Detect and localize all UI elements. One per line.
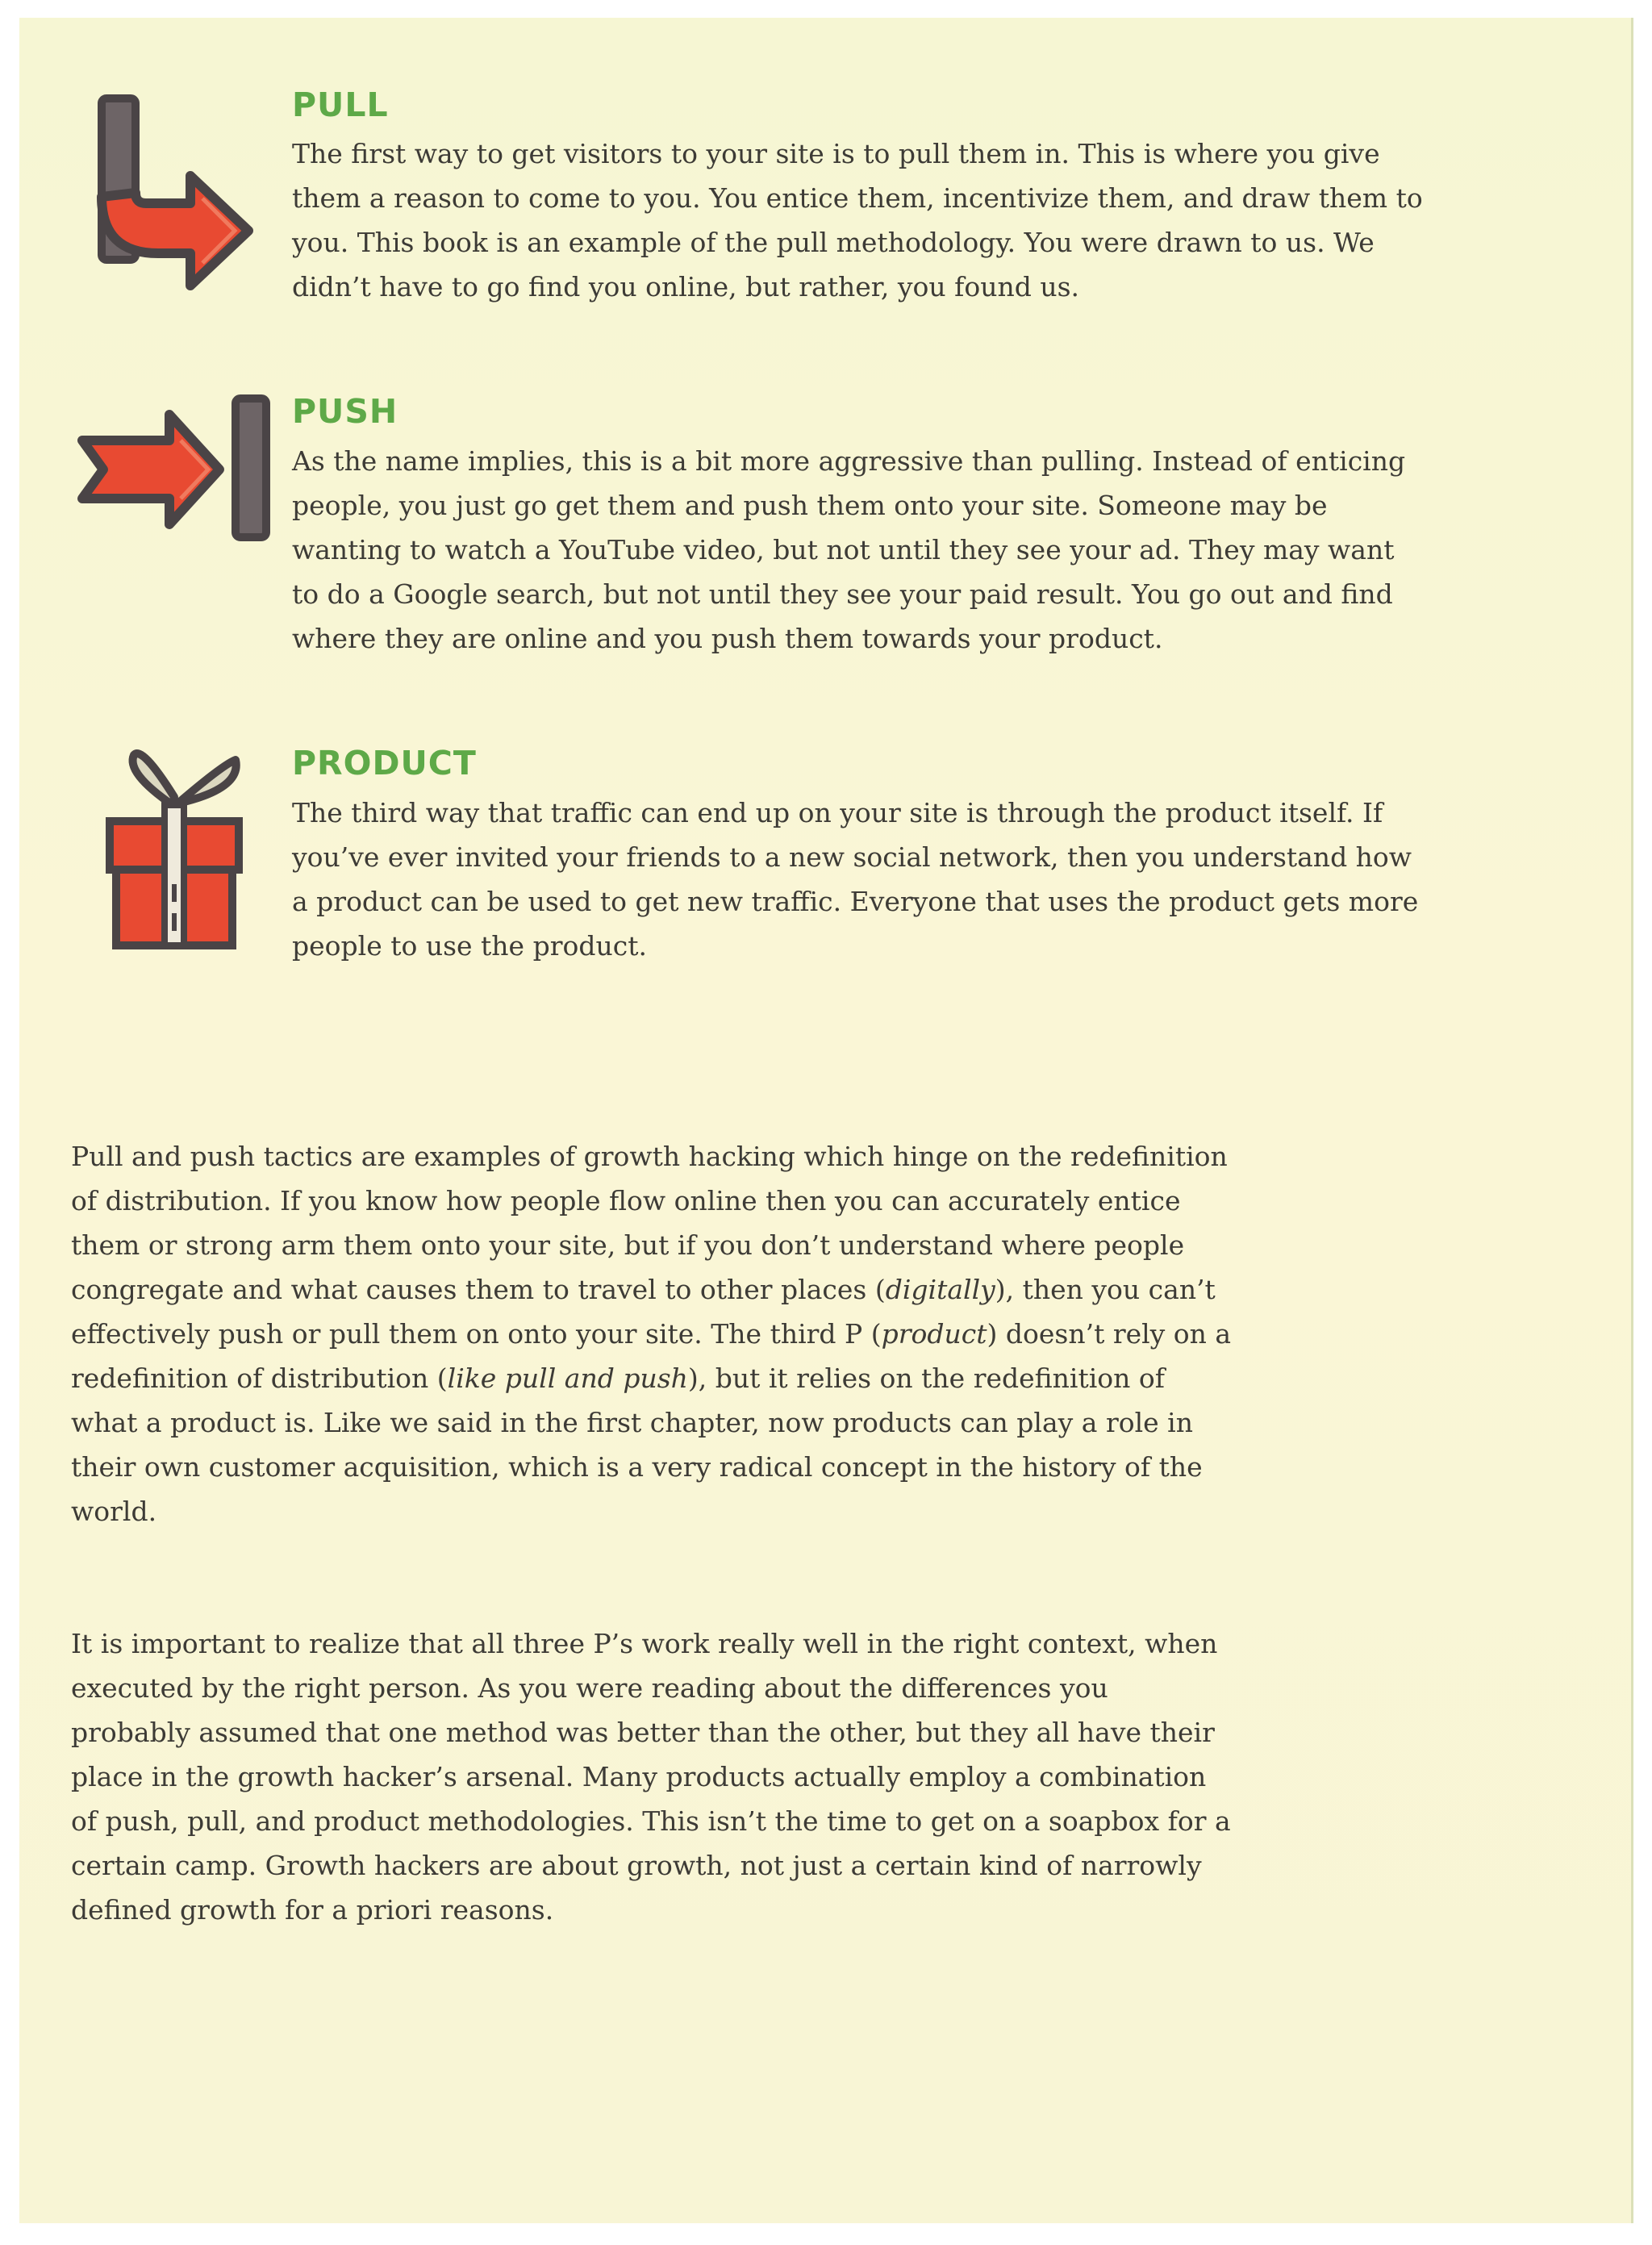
gift-box-icon [94, 741, 255, 958]
paragraph-text: Pull and push tactics are examples of growth hacking which hinge on the redefinition of distribution. If you know how people flow online then you can accurately entice them or strong arm them onto your site, but if you don’t understand where people congregate and what causes them to travel to other places ( [71, 1141, 1228, 1305]
arrow-turn-right-icon [69, 92, 263, 318]
page [19, 18, 1633, 2223]
section-text: The first way to get visitors to your site is to pull them in. This is where you give them a reason to come to you. You entice them, incentivize them, and draw them to you. This book is an example of the pull methodology. You were drawn to us. We didn’t have to go find you online, but rather, you found us. [292, 138, 1423, 303]
section-text: The third way that traffic can end up on your site is through the product itself. If you’ve ever invited your friends to a new social network, then you understand how a product can be used to get new traffic. Everyone that uses the product gets more people to use the product. [292, 797, 1419, 962]
section-text: As the name implies, this is a bit more aggressive than pulling. Instead of enticing people, you just go get them and push them onto your site. Someone may be wanting to watch a YouTube video, but not until they see your ad. They may want to do a Google search, but not until they see your paid result. You go out and find where they are online and you push them towards your product. [292, 445, 1406, 654]
body-paragraph-2: It is important to realize that all three P’s work really well in the right context, when executed by the right person. As you were reading about the differences you probably assumed that one method was better than the other, but they all have their place in the growth hacker’s arsenal. Many products actually employ a combination of push, pull, and product methodologies. This isn’t the time to get on a soapbox for a certain camp. Growth hackers are about growth, not just a certain kind of narrowly defined growth for a priori reasons. [71, 1628, 1231, 1926]
section-heading: PRODUCT [292, 744, 477, 782]
paragraph-text: ) doesn’t rely on a redefinition of distribution ( [71, 1318, 1232, 1394]
paragraph-text: ), then you can’t effectively push or pull them on onto your site. The third P ( [71, 1274, 1216, 1350]
section-heading: PUSH [292, 392, 398, 431]
body-paragraph-1 [71, 1134, 1233, 1534]
emphasis-text: product [881, 1318, 987, 1350]
paragraph-text: ), but it relies on the redefinition of what a product is. Like we said in the first chapter, now products can play a role in their own customer acquisition, which is a very radical concept in the history of the world. [71, 1362, 1203, 1527]
emphasis-text: like pull and push [447, 1362, 688, 1394]
section-heading: PULL [292, 86, 389, 124]
arrow-right-bar-icon [74, 392, 284, 553]
emphasis-text: digitally [885, 1274, 995, 1305]
